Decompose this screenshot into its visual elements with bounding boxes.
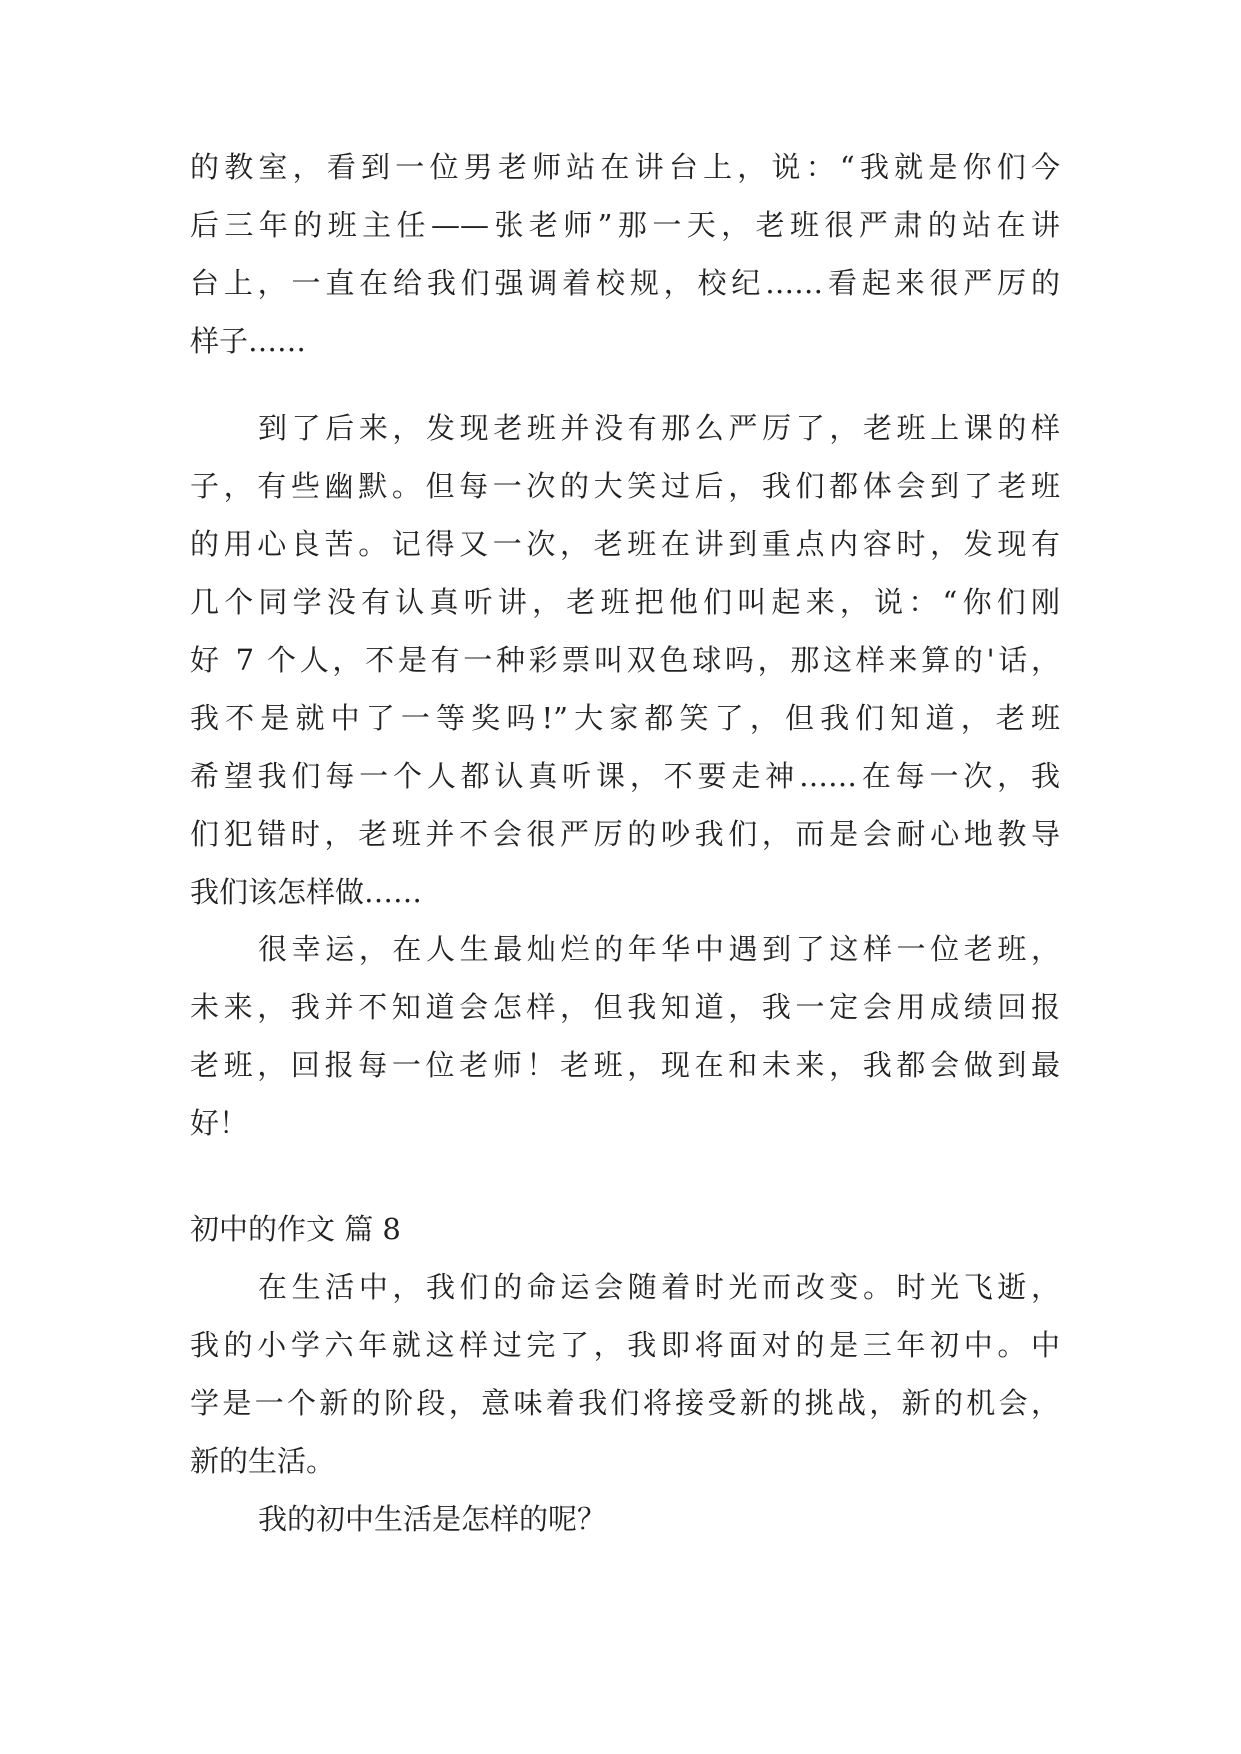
text-line: 们犯错时，老班并不会很严厉的吵我们，而是会耐心地教导 <box>190 817 1060 851</box>
paragraph-middle-school-intro <box>190 1258 1060 1490</box>
text-line: 希望我们每一个人都认真听课，不要走神……在每一次，我 <box>190 759 1060 793</box>
text-line: 新的生活。 <box>190 1444 336 1478</box>
text-line: 我的小学六年就这样过完了，我即将面对的是三年初中。中 <box>190 1328 1060 1362</box>
paragraph-teacher-intro <box>190 138 1060 370</box>
text-line: 的教室，看到一位男老师站在讲台上，说：“我就是你们今 <box>190 150 1060 184</box>
paragraph-teacher-humor <box>190 399 1060 921</box>
text-line: 我们该怎样做…… <box>190 875 423 909</box>
paragraph-conclusion <box>190 920 1060 1152</box>
text-line: 台上，一直在给我们强调着校规，校纪……看起来很严厉的 <box>190 266 1060 300</box>
text-line: 的用心良苦。记得又一次，老班在讲到重点内容时，发现有 <box>190 527 1060 561</box>
text-line: 未来，我并不知道会怎样，但我知道，我一定会用成绩回报 <box>190 990 1060 1024</box>
text-line: 学是一个新的阶段，意味着我们将接受新的挑战，新的机会， <box>190 1386 1060 1420</box>
text-line: 老班，回报每一位老师！老班，现在和未来，我都会做到最 <box>190 1048 1060 1082</box>
text-line: 子，有些幽默。但每一次的大笑过后，我们都体会到了老班 <box>190 469 1060 503</box>
paragraph-question <box>190 1490 1060 1548</box>
text-line: 好！ <box>190 1106 249 1140</box>
text-line: 好 7 个人，不是有一种彩票叫双色球吗，那这样来算的'话， <box>190 643 1060 677</box>
text-line: 很幸运，在人生最灿烂的年华中遇到了这样一位老班， <box>258 932 1060 966</box>
text-line: 我不是就中了一等奖吗!”大家都笑了，但我们知道，老班 <box>190 701 1060 735</box>
section-heading: 初中的作文 篇 8 <box>190 1212 401 1246</box>
text-line: 到了后来，发现老班并没有那么严厉了，老班上课的样 <box>258 411 1060 445</box>
text-line: 几个同学没有认真听讲，老班把他们叫起来，说：“你们刚 <box>190 585 1060 619</box>
text-line: 我的初中生活是怎样的呢？ <box>258 1502 607 1536</box>
text-line: 样子…… <box>190 324 307 358</box>
text-line: 后三年的班主任——张老师”那一天，老班很严肃的站在讲 <box>190 208 1060 242</box>
text-line: 在生活中，我们的命运会随着时光而改变。时光飞逝， <box>258 1270 1060 1304</box>
